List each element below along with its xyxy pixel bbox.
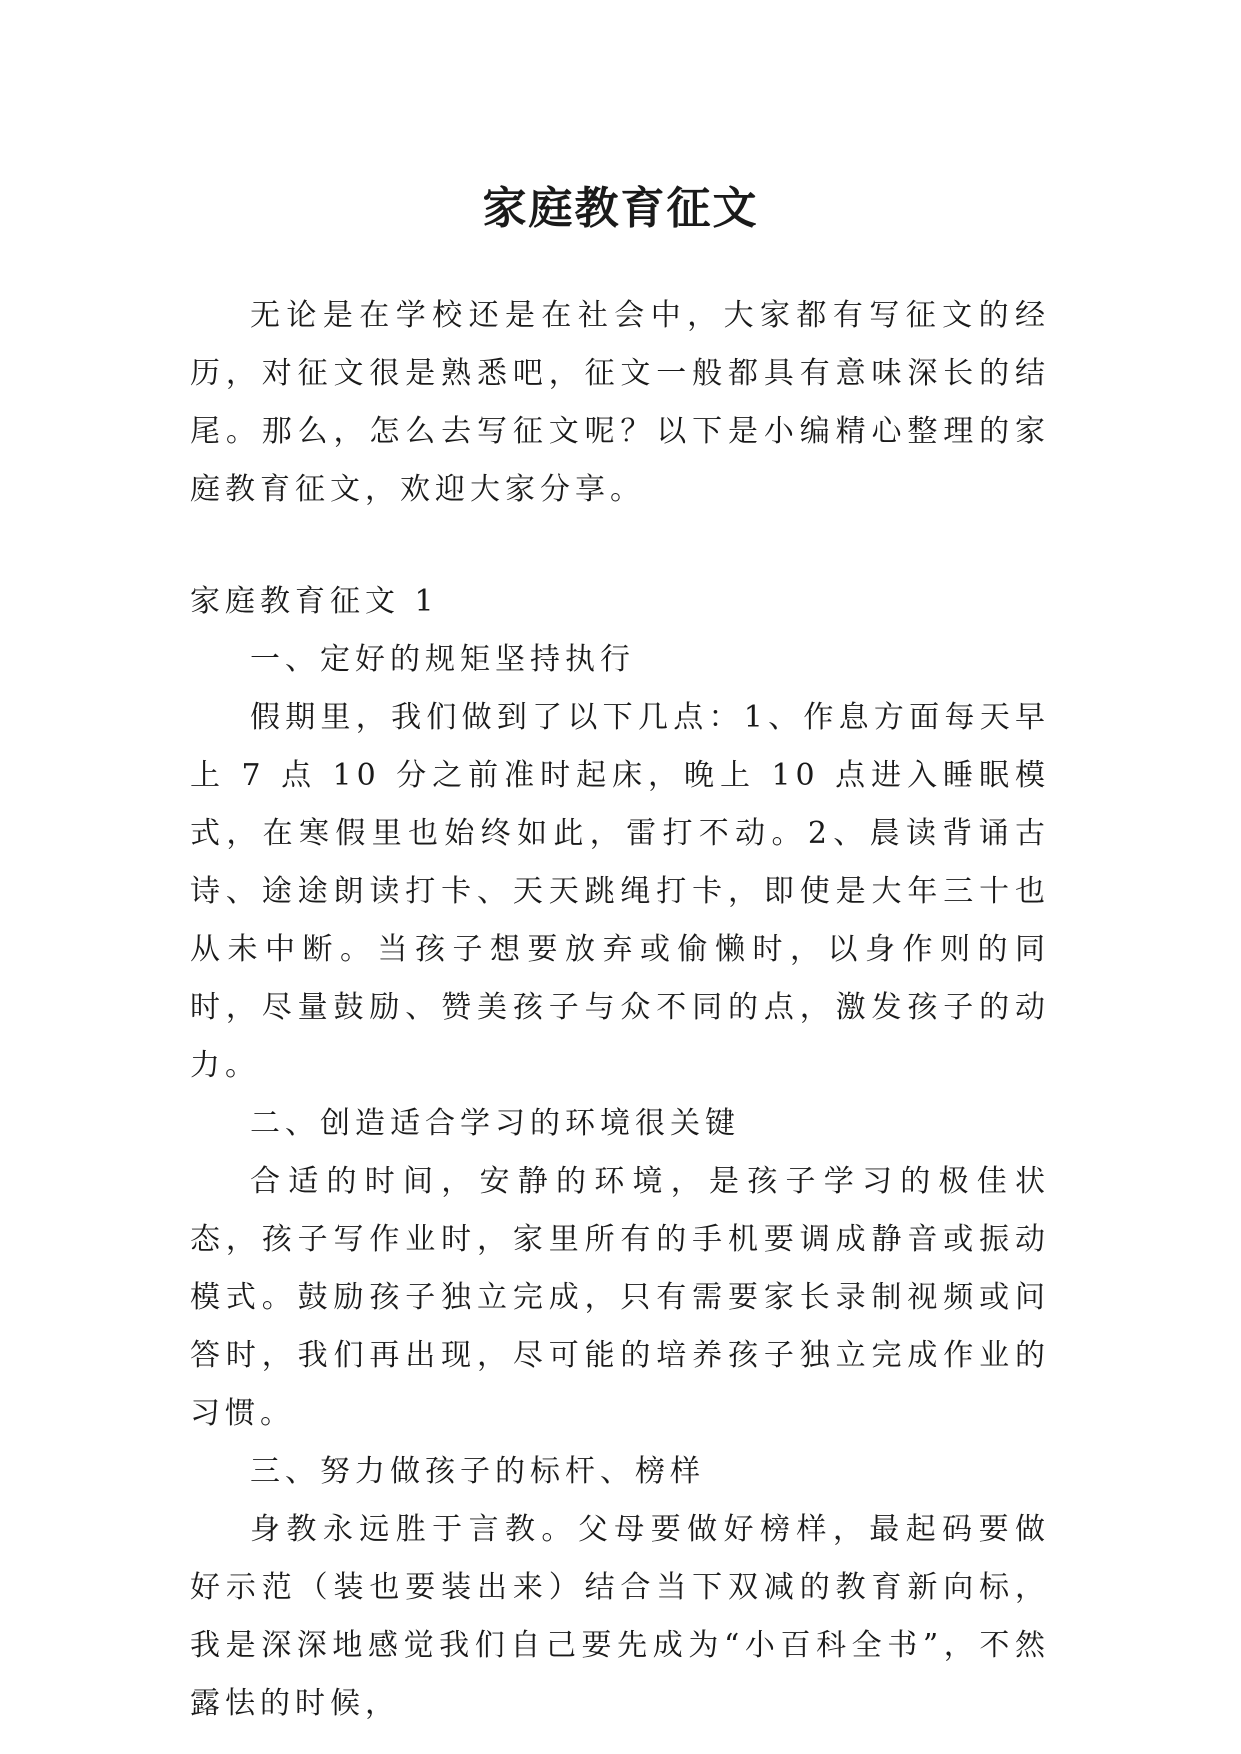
intro-paragraph-block <box>190 287 1050 519</box>
section-title-3: 三、努力做孩子的标杆、榜样 <box>250 1454 705 1489</box>
section-body-1: 假期里，我们做到了以下几点：1、作息方面每天早上 7 点 10 分之前准时起床，晚上 10 点进入睡眠模式，在寒假里也始终如此，雷打不动。2、晨读背诵古诗、途途朗读打卡、天天跳绳打卡，即使是大年三十也从未中断。当孩子想要放弃或偷懒时，以身作则的同时，尽量鼓励、赞美孩子与众不同的点，激发孩子的动力。 <box>190 700 1050 1083</box>
section-body-3: 身教永远胜于言教。父母要做好榜样，最起码要做好示范（装也要装出来）结合当下双减的教育新向标，我是深深地感觉我们自己要先成为“小百科全书”，不然露怯的时候， <box>190 1512 1050 1721</box>
essay-section <box>190 573 1050 1733</box>
essay-heading: 家庭教育征文 1 <box>190 584 439 619</box>
section-title-2: 二、创造适合学习的环境很关键 <box>250 1106 740 1141</box>
section-body-2: 合适的时间，安静的环境，是孩子学习的极佳状态，孩子写作业时，家里所有的手机要调成静音或振动模式。鼓励孩子独立完成，只有需要家长录制视频或问答时，我们再出现，尽可能的培养孩子独立完成作业的习惯。 <box>190 1164 1050 1431</box>
section-title-1: 一、定好的规矩坚持执行 <box>250 642 635 677</box>
intro-paragraph: 无论是在学校还是在社会中，大家都有写征文的经历，对征文很是熟悉吧，征文一般都具有意味深长的结尾。那么，怎么去写征文呢？以下是小编精心整理的家庭教育征文，欢迎大家分享。 <box>190 298 1050 507</box>
document-title: 家庭教育征文 <box>482 183 759 235</box>
